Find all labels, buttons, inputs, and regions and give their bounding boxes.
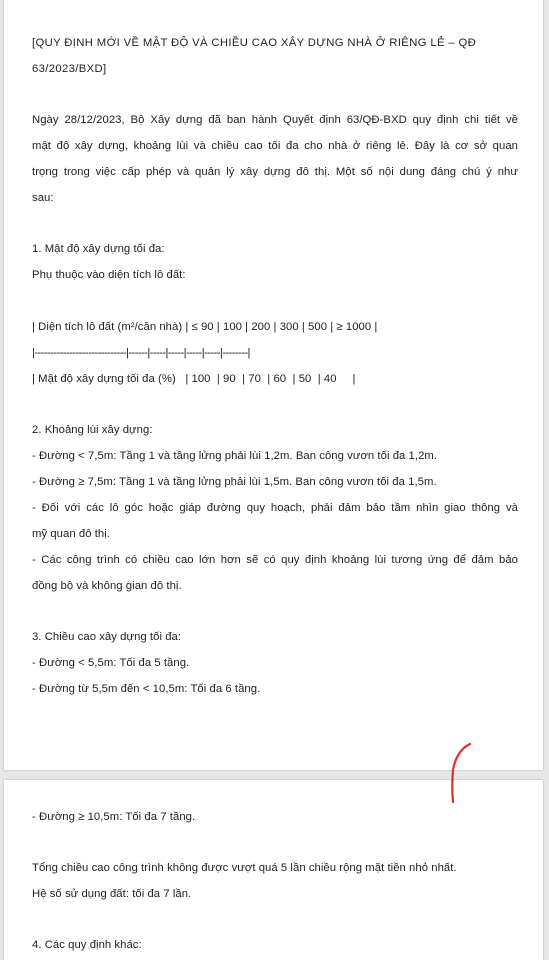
setback-item-2: - Đường ≥ 7,5m: Tầng 1 và tầng lửng phải lùi 1,5m. Ban công vươn tối đa 1,5m. <box>32 476 437 488</box>
height-item-1: - Đường < 5,5m: Tối đa 5 tầng. <box>32 657 190 669</box>
height-item-3: - Đường ≥ 10,5m: Tối đa 7 tầng. <box>32 811 196 823</box>
intro-line-4: sau: <box>32 192 54 204</box>
density-table-row: | Mật độ xây dựng tối đa (%) | 100 | 90 | 70 | 60 | 50 | 40 | <box>32 373 356 385</box>
height-item-2: - Đường từ 5,5m đến < 10,5m: Tối đa 6 tầng. <box>32 683 261 695</box>
intro-line-3: trọng trong việc cấp phép và quản lý xây dựng đô thị. Một số nội dung đáng chú ý như <box>32 166 518 178</box>
setback-item-4-line-1: - Các công trình có chiều cao lớn hơn sẽ có quy định khoảng lùi tương ứng để đảm bảo <box>32 554 518 566</box>
setback-item-3-line-2: mỹ quan đô thị. <box>32 528 110 540</box>
intro-line-1: Ngày 28/12/2023, Bộ Xây dựng đã ban hành Quyết định 63/QĐ-BXD quy định chi tiết về <box>32 114 518 126</box>
summary-line-2: Hệ số sử dụng đất: tối đa 7 lần. <box>32 888 192 900</box>
section-1-note: Phụ thuộc vào diện tích lô đất: <box>32 269 186 281</box>
document-title-line-2: 63/2023/BXD] <box>32 63 107 75</box>
section-1-heading: 1. Mật độ xây dựng tối đa: <box>32 243 165 255</box>
document-title-line-1: [QUY ĐỊNH MỚI VỀ MẬT ĐỘ VÀ CHIỀU CAO XÂY DỰNG NHÀ Ở RIÊNG LẺ – QĐ <box>32 37 477 49</box>
summary-line-1: Tổng chiều cao công trình không được vượt quá 5 lần chiều rộng mặt tiền nhỏ nhất. <box>32 862 457 874</box>
setback-item-4-line-2: đồng bộ và không gian đô thị. <box>32 580 182 592</box>
setback-item-3-line-1: - Đối với các lô góc hoặc giáp đường quy hoạch, phải đảm bảo tầm nhìn giao thông và <box>32 502 518 514</box>
section-4-heading: 4. Các quy định khác: <box>32 939 142 951</box>
intro-line-2: mật độ xây dựng, khoảng lùi và chiều cao tối đa cho nhà ở riêng lẻ. Đây là cơ sở quan <box>32 140 518 152</box>
section-2-heading: 2. Khoảng lùi xây dựng: <box>32 424 153 436</box>
density-table-divider: |-----------------------------|------|-----|-----|-----|-----|--------| <box>32 347 250 359</box>
density-table-header: | Diện tích lô đất (m²/căn nhà) | ≤ 90 | 100 | 200 | 300 | 500 | ≥ 1000 | <box>32 321 378 333</box>
section-3-heading: 3. Chiều cao xây dựng tối đa: <box>32 631 182 643</box>
setback-item-1: - Đường < 7,5m: Tầng 1 và tầng lửng phải lùi 1,2m. Ban công vươn tối đa 1,2m. <box>32 450 438 462</box>
